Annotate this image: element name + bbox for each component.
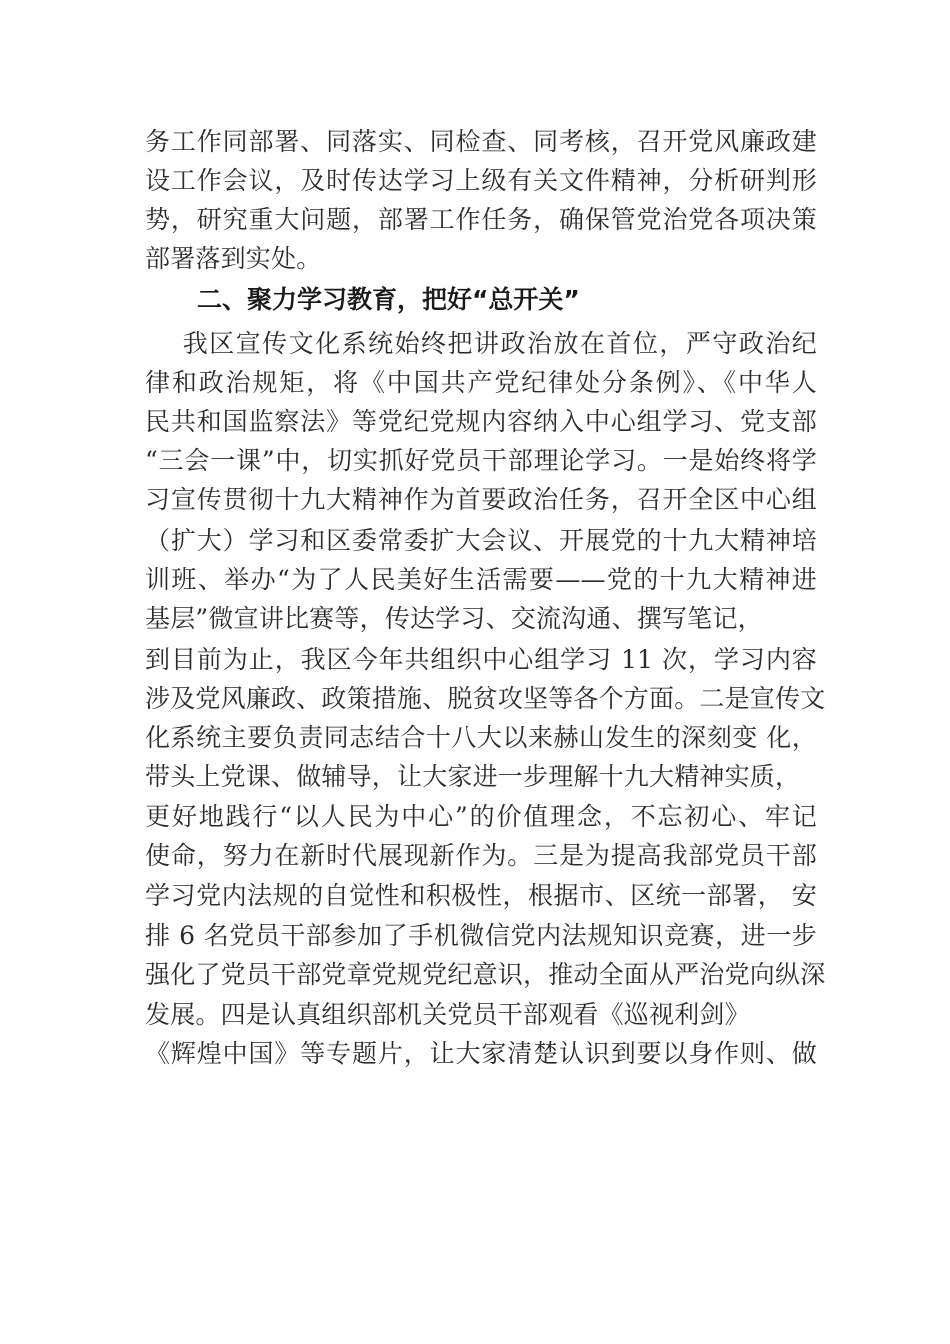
paragraph-line: 设工作会议，及时传达学习上级有关文件精神，分析研判形 bbox=[145, 166, 817, 195]
paragraph-line: 训班、举办“为了人民美好生活需要——党的十九大精神进 bbox=[145, 565, 817, 594]
paragraph-line: 涉及党风廉政、政策措施、脱贫攻坚等各个方面。二是宣传文 bbox=[145, 684, 826, 713]
paragraph-line: 民共和国监察法》等党纪党规内容纳入中心组学习、党支部 bbox=[145, 407, 817, 436]
paragraph-line: 强化了党员干部党章党规党纪意识，推动全面从严治党向纵深 bbox=[145, 960, 826, 989]
section-heading: 二、聚力学习教育，把好“总开关” bbox=[197, 285, 580, 314]
paragraph-line: 发展。四是认真组织部机关党员干部观看《巡视利剑》 bbox=[145, 1000, 750, 1029]
paragraph-line: 化系统主要负责同志结合十八大以来赫山发生的深刻变 化， bbox=[145, 723, 817, 752]
paragraph-line: 律和政治规矩，将《中国共产党纪律处分条例》、《中华人 bbox=[145, 368, 817, 397]
paragraph-line: （扩大）学习和区委常委扩大会议、开展党的十九大精神培 bbox=[145, 526, 817, 555]
paragraph-line: 势，研究重大问题，部署工作任务，确保管党治党各项决策 bbox=[145, 205, 817, 234]
paragraph-line: 更好地践行“以人民为中心”的价值理念，不忘初心、牢记 bbox=[145, 802, 817, 831]
paragraph-line: 带头上党课、做辅导，让大家进一步理解十九大精神实质， bbox=[145, 762, 801, 791]
paragraph-line: 务工作同部署、同落实、同检查、同考核，召开党风廉政建 bbox=[145, 127, 817, 156]
paragraph-line: 到目前为止，我区今年共组织中心组学习 11 次，学习内容 bbox=[145, 645, 817, 674]
paragraph-line: 使命，努力在新时代展现新作为。三是为提高我部党员干部 bbox=[145, 841, 817, 870]
paragraph-line: “三会一课”中，切实抓好党员干部理论学习。一是始终将学 bbox=[145, 446, 817, 475]
paragraph-line: 基层”微宣讲比赛等，传达学习、交流沟通、撰写笔记， bbox=[145, 604, 763, 633]
paragraph-line: 排 6 名党员干部参加了手机微信党内法规知识竞赛，进一步 bbox=[145, 921, 817, 950]
paragraph-line: 学习党内法规的自觉性和积极性，根据市、区统一部署， 安 bbox=[145, 881, 817, 910]
paragraph-line: 《辉煌中国》等专题片，让大家清楚认识到要以身作则、做 bbox=[145, 1039, 817, 1068]
paragraph-line: 部署落到实处。 bbox=[145, 244, 322, 273]
paragraph-line: 我区宣传文化系统始终把讲政治放在首位，严守政治纪 bbox=[145, 329, 817, 358]
paragraph-line: 习宣传贯彻十九大精神作为首要政治任务，召开全区中心组 bbox=[145, 485, 817, 514]
